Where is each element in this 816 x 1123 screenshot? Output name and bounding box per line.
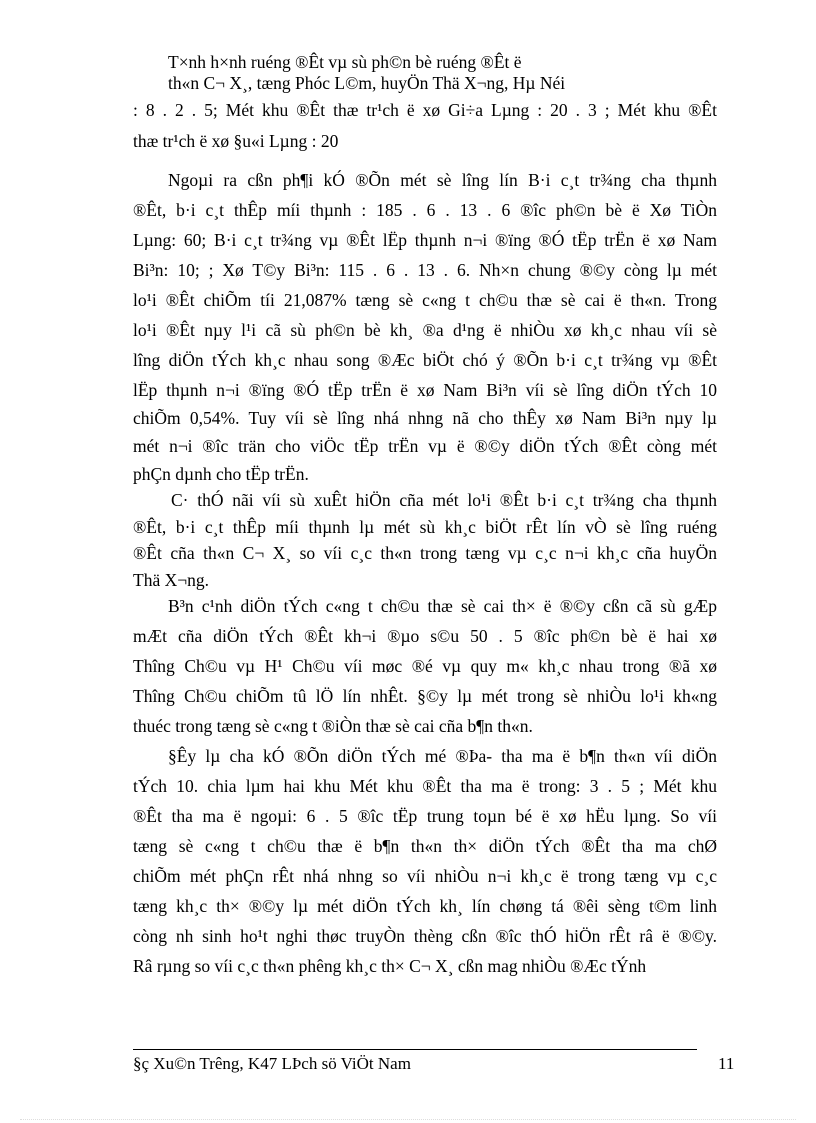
paragraph-1-line: mét n¬i ®îc trän cho viÖc tËp trËn vµ ë ®©y diÖn tÝch ®Êt còng mét bbox=[133, 436, 717, 456]
paragraph-1-line: chiÕm 0,54%. Tuy víi sè lîng nhá nhng nã cho thÊy xø Nam Bi³n nµy lµ bbox=[133, 408, 717, 428]
paragraph-2-line: ®Êt cña th«n C¬ X¸ so víi c¸c th«n trong tæng vµ c¸c n¬i kh¸c cña huyÖn bbox=[133, 543, 717, 563]
paragraph-4-line: chiÕm mét phÇn rÊt nhá nhng so víi nhiÒu n¬i kh¸c ë trong tæng vµ c¸c bbox=[133, 866, 717, 886]
paragraph-4-line: ®Êt tha ma ë ngoµi: 6 . 5 ®îc tËp trung toµn bé ë xø hËu lµng. So víi bbox=[133, 806, 717, 826]
paragraph-3-line: Thîng Ch©u chiÕm tû lÖ lín nhÊt. §©y lµ mét trong sè nhiÒu lo¹i kh«ng bbox=[133, 686, 717, 706]
paragraph-4-line: tæng sè c«ng t ch©u thæ ë b¶n th«n th× diÖn tÝch ®Êt tha ma chØ bbox=[133, 836, 717, 856]
paragraph-4-line: còng nh sinh ho¹t nghi thøc truyÒn thèng cßn ®îc thÓ hiÖn rÊt râ ë ®©y. bbox=[133, 926, 717, 946]
title-line-1: T×nh h×nh ruéng ®Êt vµ sù ph©n bè ruéng ®Êt ë bbox=[168, 52, 522, 72]
paragraph-3-line: Thîng Ch©u vµ H¹ Ch©u víi møc ®é vµ quy m« kh¸c nhau trong ®ã xø bbox=[133, 656, 717, 676]
footer-author: §ç Xu©n Trêng, K47 LÞch sö ViÖt Nam bbox=[133, 1054, 411, 1073]
page-number: 11 bbox=[718, 1054, 735, 1073]
paragraph-4-line: tæng kh¸c th× ®©y lµ mét diÖn tÝch kh¸ lín chøng tá ®êi sèng t©m linh bbox=[133, 896, 717, 916]
paragraph-1-line: lo¹i ®Êt nµy l¹i cã sù ph©n bè kh¸ ®a d¹ng ë nhiÒu xø kh¸c nhau víi sè bbox=[133, 320, 717, 340]
paragraph-4-line: Râ rµng so víi c¸c th«n phêng kh¸c th× C¬ X¸ cßn mag nhiÒu ®Æc tÝnh bbox=[133, 956, 647, 976]
paragraph-1-line: lîng diÖn tÝch kh¸c nhau song ®Æc biÖt chó ý ®Õn b·i c¸t tr¾ng vµ ®Êt bbox=[133, 350, 717, 370]
paragraph-1-line: phÇn dµnh cho tËp trËn. bbox=[133, 464, 309, 484]
page-edge bbox=[20, 1119, 796, 1120]
paragraph-3-line: B³n c¹nh diÖn tÝch c«ng t ch©u thæ sè cai th× ë ®©y cßn cã sù gÆp bbox=[168, 596, 717, 616]
paragraph-4-line: §Êy lµ cha kÓ ®Õn diÖn tÝch mé ®Þa- tha ma ë b¶n th«n víi diÖn bbox=[168, 746, 717, 766]
footer-divider bbox=[133, 1049, 697, 1050]
paragraph-2-line: Thä X¬ng. bbox=[133, 570, 209, 590]
paragraph-1-line: Bi³n: 10; ; Xø T©y Bi³n: 115 . 6 . 13 . 6. Nh×n chung ®©y còng lµ mét bbox=[133, 260, 717, 280]
paragraph-4-line: tÝch 10. chia lµm hai khu Mét khu ®Êt tha ma ë trong: 3 . 5 ; Mét khu bbox=[133, 776, 717, 796]
intro-line-2: thæ tr¹ch ë xø §u«i Lµng : 20 bbox=[133, 131, 339, 151]
paragraph-1-line: lo¹i ®Êt chiÕm tíi 21,087% tæng sè c«ng t ch©u thæ sè cai ë th«n. Trong bbox=[133, 290, 717, 310]
paragraph-2-line: ®Êt, b·i c¸t thÊp míi thµnh lµ mét sù kh¸c biÖt rÊt lín vÒ sè lîng ruéng bbox=[133, 517, 717, 537]
paragraph-1-line: Lµng: 60; B·i c¸t tr¾ng vµ ®Êt lËp thµnh n¬i ®ïng ®Ó tËp trËn ë xø Nam bbox=[133, 230, 717, 250]
paragraph-2-line: C· thÓ nãi víi sù xuÊt hiÖn cña mét lo¹i ®Êt b·i c¸t tr¾ng cha thµnh bbox=[171, 490, 717, 510]
intro-line-1: : 8 . 2 . 5; Mét khu ®Êt thæ tr¹ch ë xø Gi÷a Lµng : 20 . 3 ; Mét khu ®Êt bbox=[133, 100, 717, 120]
title-line-2: th«n C¬ X¸, tæng Phóc L©m, huyÖn Thä X¬ng, Hµ Néi bbox=[168, 73, 566, 93]
paragraph-3-line: mÆt cña diÖn tÝch ®Êt kh¬i ®µo s©u 50 . 5 ®îc ph©n bè ë hai xø bbox=[133, 626, 717, 646]
paragraph-3-line: thuéc trong tæng sè c«ng t ®iÒn thæ sè cai cña b¶n th«n. bbox=[133, 716, 533, 736]
paragraph-1-line: lËp thµnh n¬i ®ïng ®Ó tËp trËn ë xø Nam Bi³n víi sè lîng diÖn tÝch 10 bbox=[133, 380, 717, 400]
paragraph-1-line: Ngoµi ra cßn ph¶i kÓ ®Õn mét sè lîng lín B·i c¸t tr¾ng cha thµnh bbox=[168, 170, 717, 190]
paragraph-1-line: ®Êt, b·i c¸t thÊp míi thµnh : 185 . 6 . 13 . 6 ®îc ph©n bè ë Xø TiÒn bbox=[133, 200, 717, 220]
